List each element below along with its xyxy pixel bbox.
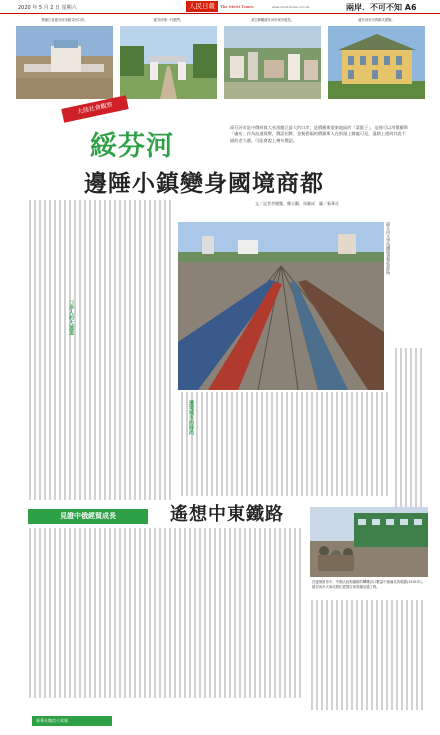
right-text-block <box>392 218 424 508</box>
lower-text-block <box>26 528 306 698</box>
subhead-port: 口岸人的大通道 <box>68 300 74 335</box>
kicker-badge: 大陸社會觀察 <box>61 95 128 122</box>
photo-european-building <box>328 26 425 99</box>
middle-text-block <box>178 392 392 496</box>
section-banner: 見證中俄經貿成長 <box>28 509 148 523</box>
newspaper-logo: 人民日報 <box>186 1 218 12</box>
issue-date: 2020 年 5 月 2 日 星期六 <box>18 5 77 11</box>
footer-note: 新華社微信公眾號 <box>32 716 112 726</box>
headline: 綏芬河 <box>90 131 174 162</box>
photo-caption-1: 黑龍江省綏芬河市綏芬河口岸。 <box>41 18 88 22</box>
byline: 文／記者李鳳雙、鄭天鵬、馬曉成 圖／新華社 <box>255 201 339 206</box>
upper-left-text-block <box>26 200 176 500</box>
photo-first-gate <box>120 26 217 99</box>
rail-photo-caption: 綏芬河火車站鐵路貨物裝卸區。 <box>386 222 392 278</box>
subheadline: 邊陲小鎮變身國境商都 <box>84 171 324 197</box>
photo-freight-train <box>310 507 428 577</box>
section-title: 遙想中東鐵路 <box>170 504 284 525</box>
newspaper-logo-en: The Merit Times <box>220 4 254 9</box>
photo-border-port <box>16 26 113 99</box>
photo-city-aerial <box>224 26 321 99</box>
website-url: www.merit-times.com.tw <box>272 5 310 9</box>
lead-paragraph: 綏芬河市是中俄經貿大省黑龍江最大的口岸，是俄羅斯滾東地區的「菜籃子」，這裡可以用俄羅斯「盧布」作為流通貨幣，俄語招牌、金髮碧眼的俄羅斯人在街頭上隨處可見，還路上遇到其說不描的老大爺，可能會說上幾句俄語。 <box>230 125 408 143</box>
photo-caption-2: 綏芬河第一代國門。 <box>153 18 184 22</box>
photo-rail-yard <box>178 222 384 390</box>
lower-right-text-block <box>308 600 428 710</box>
subhead-city: 邊境城市的時尚 <box>188 400 194 435</box>
section-rule <box>28 523 148 524</box>
train-photo-caption: 在邊境貿易中，中國大陸對鐵路的轉機出口數量中最滿足的環節(1931年)，綏芬河市火車站繁忙經貿往來現場及過工程。 <box>312 580 425 589</box>
photo-caption-4: 綏芬河市內的歐式建築。 <box>358 18 395 22</box>
section-label: 兩岸．不可不知 A6 <box>346 3 417 12</box>
photo-caption-3: 高空俯瞰綏芬河市城市建設。 <box>251 18 294 22</box>
